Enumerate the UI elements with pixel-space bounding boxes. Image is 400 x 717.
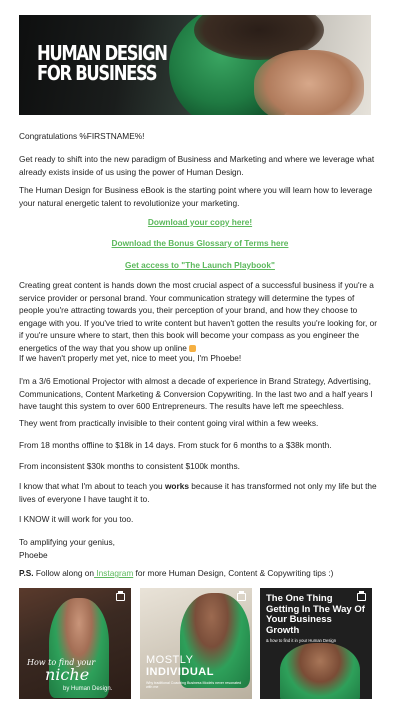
post-caption-line1: How to find your: [27, 658, 96, 667]
meet-paragraph: If we haven't properly met yet, nice to meet you, I'm Phoebe!: [19, 353, 242, 363]
download-copy-link[interactable]: Download your copy here!: [147, 217, 253, 227]
signoff-line1: To amplifying your genius,: [19, 537, 115, 547]
multi-image-icon: [116, 593, 125, 601]
hero-banner: [19, 15, 371, 115]
instagram-post-growth[interactable]: [260, 588, 372, 699]
hero-title-line1: HUMAN DESIGN: [37, 41, 167, 65]
post-caption-line1: MOSTLY: [146, 654, 194, 666]
viral-paragraph: They went from practically invisible to their content going viral within a few weeks.: [19, 418, 319, 428]
content-paragraph: [19, 279, 381, 355]
bio-paragraph: I'm a 3/6 Emotional Projector with almost a decade of experience in Brand Strategy, Advertising, Communications, Content Marketing & Conversion Copywriting. In the last two and a half years I have taught this system to over 600 Entrepreneurs. The results have left me speechless.: [19, 376, 373, 412]
content-paragraph-text: Creating great content is hands down the most crucial aspect of a successful business if you're a service provider or personal brand. Your communication strategy will determine the types of people you're attracting towards you, their perception of your brand, and how they choose to engage with you. If you've tried to write content but haven't gotten the results you're looking for, or if you're unsure where to start, then this book will become your compass as you engineer the energetics of the way that you show up online: [19, 280, 378, 353]
post-subline: & how to find it in your Human Design: [266, 638, 337, 643]
works-post: because it has transformed not only my life but the lives of everyone I have taught it to.: [19, 481, 377, 504]
instagram-link[interactable]: Instagram: [94, 568, 134, 578]
post-caption-line2: niche: [45, 665, 90, 684]
hero-title-line2: FOR BUSINESS: [37, 61, 157, 85]
post-caption-line2: INDIVIDUAL: [146, 666, 214, 678]
launch-playbook-link[interactable]: Get access to "The Launch Playbook": [125, 260, 275, 270]
ps-label: P.S.: [19, 568, 34, 578]
know-paragraph: I KNOW it will work for you too.: [19, 514, 134, 524]
instagram-post-niche[interactable]: [19, 588, 131, 699]
ps-post: for more Human Design, Content & Copywriting tips :): [133, 568, 334, 578]
ebook-paragraph: The Human Design for Business eBook is the starting point where you will learn how to leverage your natural energetic talent to revolutionize your marketing.: [19, 185, 373, 208]
instagram-post-individual[interactable]: [140, 588, 252, 699]
inconsistent-paragraph: From inconsistent $30k months to consistent $100k months.: [19, 461, 240, 471]
signoff-name: Phoebe: [19, 549, 48, 560]
works-pre: I know that what I'm about to teach you: [19, 481, 165, 491]
post-caption-line3: by Human Design.: [63, 686, 113, 692]
months-paragraph: From 18 months offline to $18k in 14 days. From stuck for 6 months to a $38k month.: [19, 440, 332, 450]
signoff: [19, 536, 381, 561]
multi-image-icon: [237, 593, 246, 601]
hero-title: [37, 43, 167, 83]
intro-paragraph: Get ready to shift into the new paradigm of Business and Marketing and where we leverage what already exists inside of us using the power of Human Design.: [19, 154, 375, 177]
glossary-link[interactable]: Download the Bonus Glossary of Terms here: [111, 238, 289, 248]
post-caption-line3: Why traditional Coaching Business Models never resonated with me: [146, 681, 242, 690]
ps-pre: Follow along on: [33, 568, 95, 578]
face-graphic: [254, 50, 364, 115]
post-headline: The One Thing Getting In The Way Of Your Business Growth: [266, 593, 365, 636]
person-photo: [280, 643, 360, 699]
sparkle-emoji-icon: [189, 345, 196, 352]
greeting: Congratulations %FIRSTNAME%!: [19, 131, 145, 141]
works-paragraph: [19, 480, 381, 505]
works-bold: works: [164, 481, 189, 491]
ps-paragraph: [19, 567, 381, 580]
